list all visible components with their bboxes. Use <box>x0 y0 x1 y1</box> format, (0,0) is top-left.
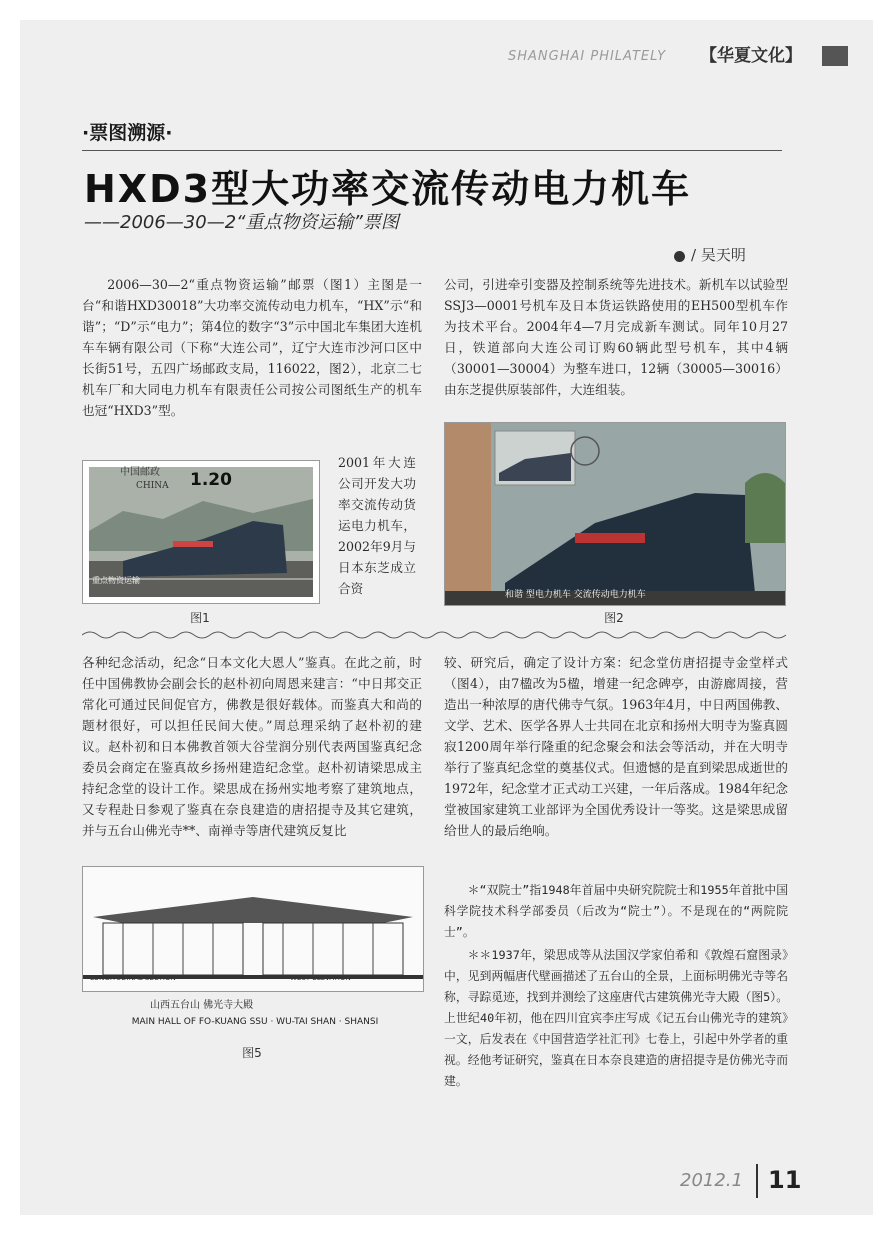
footer-separator <box>756 1164 758 1198</box>
article-title: HXD3型大功率交流传动电力机车 <box>84 167 692 211</box>
figure2-postcard <box>444 422 786 606</box>
page-number: 11 <box>768 1166 802 1194</box>
figure1-caption: 图1 <box>190 611 210 625</box>
issue-number: 2012.1 <box>680 1170 743 1191</box>
upper-right-paragraph: 公司，引进牵引变器及控制系统等先进技术。新机车以试验型SSJ3—0001号机车及日本货运铁路使用的EH500型机车作为技术平台。2004年4—7月完成新车测试。同年10月27日，铁道部向大连公司订购60辆此型号机车，其中4辆（30001—30004）为整车进口，12辆（30005—30016）由东芝提供原装部件，大连组装。 <box>444 277 788 397</box>
stamp-country-en: CHINA <box>136 481 169 491</box>
stamp-value: 1.20 <box>190 470 232 490</box>
figure5-title-en: MAIN HALL OF FO-KUANG SSU · WU-TAI SHAN · SHANSI <box>131 1017 379 1027</box>
author-dot-icon <box>674 251 685 262</box>
section-divider-wave <box>82 628 788 642</box>
title-rule <box>82 150 782 151</box>
figure5-title-cn: 山西五台山 佛光寺大殿 <box>150 1000 254 1011</box>
upper-side-paragraph: 2001年大连公司开发大功率交流传动货运电力机车，2002年9月与日本东芝成立合资 <box>338 455 416 596</box>
magazine-brand: SHANGHAI PHILATELY <box>508 49 667 64</box>
figure2-train-art <box>445 423 785 605</box>
article-subtitle: ——2006—30—2“重点物资运输”票图 <box>84 212 399 233</box>
header-bar <box>822 46 848 66</box>
lower-right-paragraph: 较、研究后，确定了设计方案：纪念堂仿唐招提寺金堂样式（图4），由7楹改为5楹，增建一纪念碑亭，由游廊周接，营造出一种浓厚的唐代佛寺气氛。1963年4月，中日两国佛教、文学、艺术、医学各界人士共同在北京和扬州大明寺为鉴真圆寂1200周年举行隆重的纪念聚会和法会等活动，并在大明寺举行了鉴真纪念堂的奠基仪式。但遗憾的是直到梁思成逝世的1972年，纪念堂才正式动工兴建，一年后落成。1984年纪念堂被国家建筑工业部评为全国优秀设计一等奖。这是梁思成留给世人的最后绝响。 <box>444 655 788 838</box>
footnote-1: ＊“双院士”指1948年首届中央研究院院士和1955年首批中国科学院技术科学部委员（后改为“院士”）。不是现在的“两院院士”。 <box>444 883 788 939</box>
stamp-label: 重点物资运输 <box>92 576 140 585</box>
upper-left-paragraph: 2006—30—2“重点物资运输”邮票（图1）主图是一台“和谐HXD30018”大功率交流传动电力机车，“HX”示“和谐”；“D”示“电力”；第4位的数字“3”示中国北车集团大连机车车辆有限公司（下称“大连公司”，辽宁大连市沙河口区中长街51号，五四广场邮政支局，116022，图2），北京二七机车厂和大同电力机车有限责任公司按公司图纸生产的机车也冠“HXD3”型。 <box>82 277 422 418</box>
section-label: ·票图溯源· <box>82 122 173 144</box>
figure5-caption: 图5 <box>242 1046 262 1060</box>
lower-left-paragraph: 各种纪念活动，纪念“日本文化大恩人”鉴真。在此之前，时任中国佛教协会副会长的赵朴初向周恩来建言：“中日邦交正常化可通过民间促官方，佛教是很好载体。而鉴真大和尚的题材很好，可以担任民间大使。”周总理采纳了赵朴初的建议。赵朴初和日本佛教首领大谷莹润分别代表两国鉴真纪念委员会商定在鉴真故乡扬州建造纪念堂。赵朴初请梁思成主持纪念堂的设计工作。梁思成在扬州实地考察了建筑地点，又专程赴日参观了鉴真在奈良建造的唐招提寺及其它建筑，并与五台山佛光寺**、南禅寺等唐代建筑反复比 <box>82 655 422 838</box>
figure2-overlay-text: 和谐 型电力机车 交流传动电力机车 <box>505 590 646 600</box>
magazine-logo: 【华夏文化】 <box>700 46 802 66</box>
author-name: / 吴天明 <box>691 246 746 264</box>
figure5-temple-art <box>83 867 423 991</box>
author <box>674 244 746 265</box>
stamp-country: 中国邮政 <box>120 467 160 478</box>
footnote-2: ＊＊1937年，梁思成等从法国汉学家伯希和《敦煌石窟图录》中，见到两幅唐代壁画描述了五台山的全景，上面标明佛光寺等名称，寻踪觅迹，找到并测绘了这座唐代古建筑佛光寺大殿（图5）。上世纪40年初，他在四川宜宾李庄写成《记五台山佛光寺的建筑》一文，后发表在《中国营造学社汇刊》七卷上，引起中外学者的重视。经他考证研究，鉴真在日本奈良建造的唐招提寺是仿佛光寺而建。 <box>444 948 788 1088</box>
figure2-caption: 图2 <box>604 611 624 625</box>
figure5-right-label: WEST ELEVATION <box>290 974 351 982</box>
figure5-left-label: LONGITUDINAL SECTION <box>90 974 176 982</box>
